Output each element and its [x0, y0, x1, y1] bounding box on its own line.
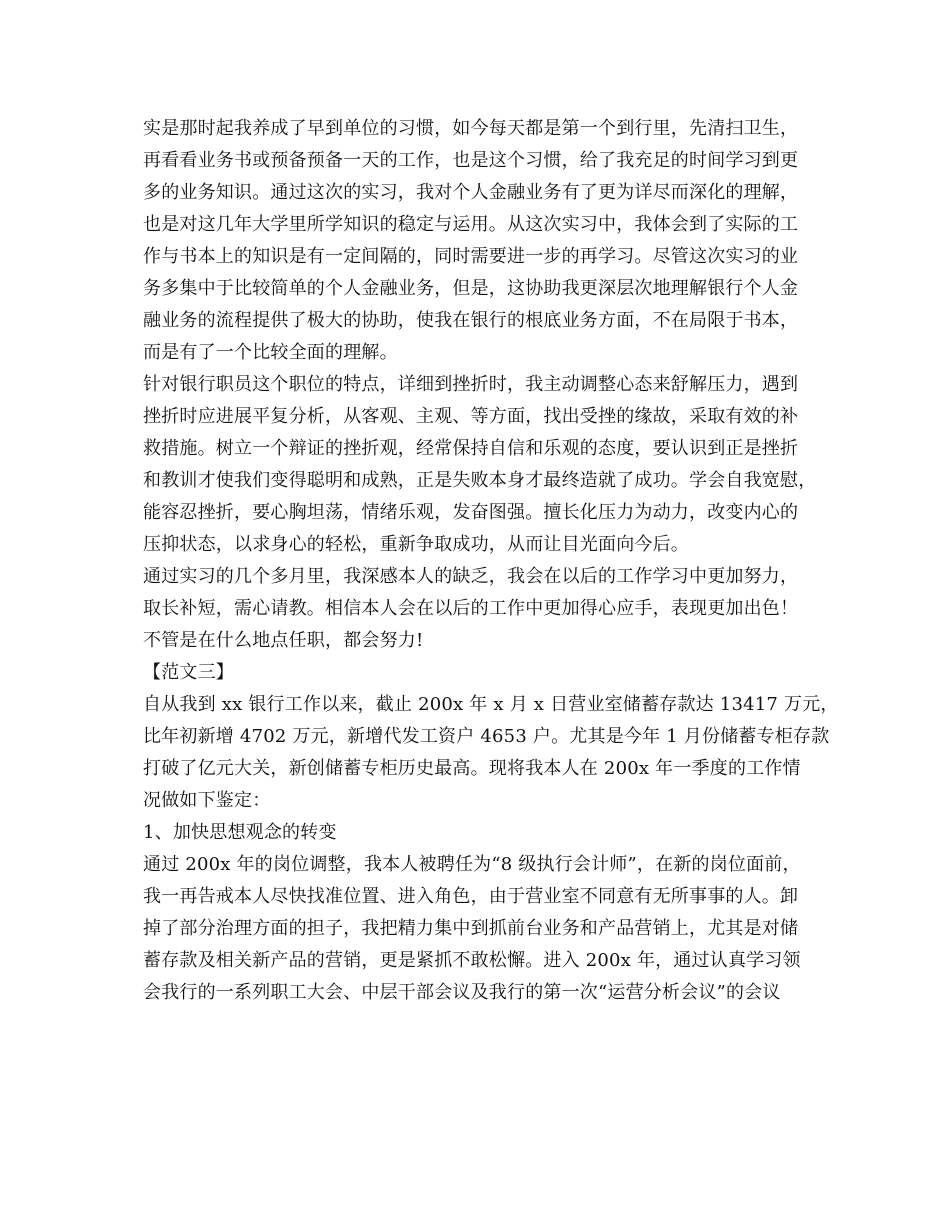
text-line: 会我行的一系列职工大会、中层干部会议及我行的第一次“运营分析会议”的会议 — [143, 982, 781, 1003]
text-line: 能容忍挫折，要心胸坦荡，情绪乐观，发奋图强。擅长化压力为动力，改变内心的 — [143, 502, 799, 523]
text-line: 取长补短，需心请教。相信本人会在以后的工作中更加得心应手，表现更加出色！ — [143, 598, 799, 619]
text-line: 多的业务知识。通过这次的实习，我对个人金融业务有了更为详尽而深化的理解， — [143, 182, 799, 203]
text-line: 通过实习的几个多月里，我深感本人的缺乏，我会在以后的工作学习中更加努力， — [143, 566, 799, 587]
text-line: 针对银行职员这个职位的特点，详细到挫折时，我主动调整心态来舒解压力，遇到 — [143, 374, 799, 395]
section-heading: 【范文三】 — [143, 662, 234, 683]
text-line: 压抑状态，以求身心的轻松，重新争取成功，从而让目光面向今后。 — [143, 534, 689, 555]
text-line: 自从我到 xx 银行工作以来，截止 200x 年 x 月 x 日营业室储蓄存款达 13417 万元， — [143, 694, 839, 715]
text-line: 打破了亿元大关，新创储蓄专柜历史最高。现将我本人在 200x 年一季度的工作情 — [143, 758, 801, 779]
text-line: 通过 200x 年的岗位调整，我本人被聘任为“8 级执行会计师”，在新的岗位面前， — [143, 854, 801, 875]
text-line: 掉了部分治理方面的担子，我把精力集中到抓前台业务和产品营销上，尤其是对储 — [143, 918, 799, 939]
text-line: 况做如下鉴定： — [143, 790, 271, 811]
text-line: 挫折时应进展平复分析，从客观、主观、等方面，找出受挫的缘故，采取有效的补 — [143, 406, 799, 427]
text-line: 作与书本上的知识是有一定间隔的，同时需要进一步的再学习。尽管这次实习的业 — [143, 246, 799, 267]
text-line: 也是对这几年大学里所学知识的稳定与运用。从这次实习中，我体会到了实际的工 — [143, 214, 799, 235]
text-line: 我一再告戒本人尽快找准位置、进入角色，由于营业室不同意有无所事事的人。卸 — [143, 886, 799, 907]
text-line: 比年初新增 4702 万元，新增代发工资户 4653 户。尤其是今年 1 月份储蓄专柜存款 — [143, 726, 830, 747]
text-line: 救措施。树立一个辩证的挫折观，经常保持自信和乐观的态度，要认识到正是挫折 — [143, 438, 799, 459]
text-line: 而是有了一个比较全面的理解。 — [143, 342, 398, 363]
text-line: 再看看业务书或预备预备一天的工作，也是这个习惯，给了我充足的时间学习到更 — [143, 150, 799, 171]
text-line: 实是那时起我养成了早到单位的习惯，如今每天都是第一个到行里，先清扫卫生， — [143, 118, 799, 139]
subsection-heading: 1、加快思想观念的转变 — [143, 822, 337, 843]
text-line: 蓄存款及相关新产品的营销，更是紧抓不敢松懈。进入 200x 年，通过认真学习领 — [143, 950, 801, 971]
text-line: 和教训才使我们变得聪明和成熟，正是失败本身才最终造就了成功。学会自我宽慰， — [143, 470, 817, 491]
text-line: 务多集中于比较简单的个人金融业务，但是，这协助我更深层次地理解银行个人金 — [143, 278, 799, 299]
text-line: 融业务的流程提供了极大的协助，使我在银行的根底业务方面，不在局限于书本， — [143, 310, 799, 331]
text-line: 不管是在什么地点任职，都会努力! — [143, 630, 424, 651]
document-body — [143, 113, 843, 1009]
